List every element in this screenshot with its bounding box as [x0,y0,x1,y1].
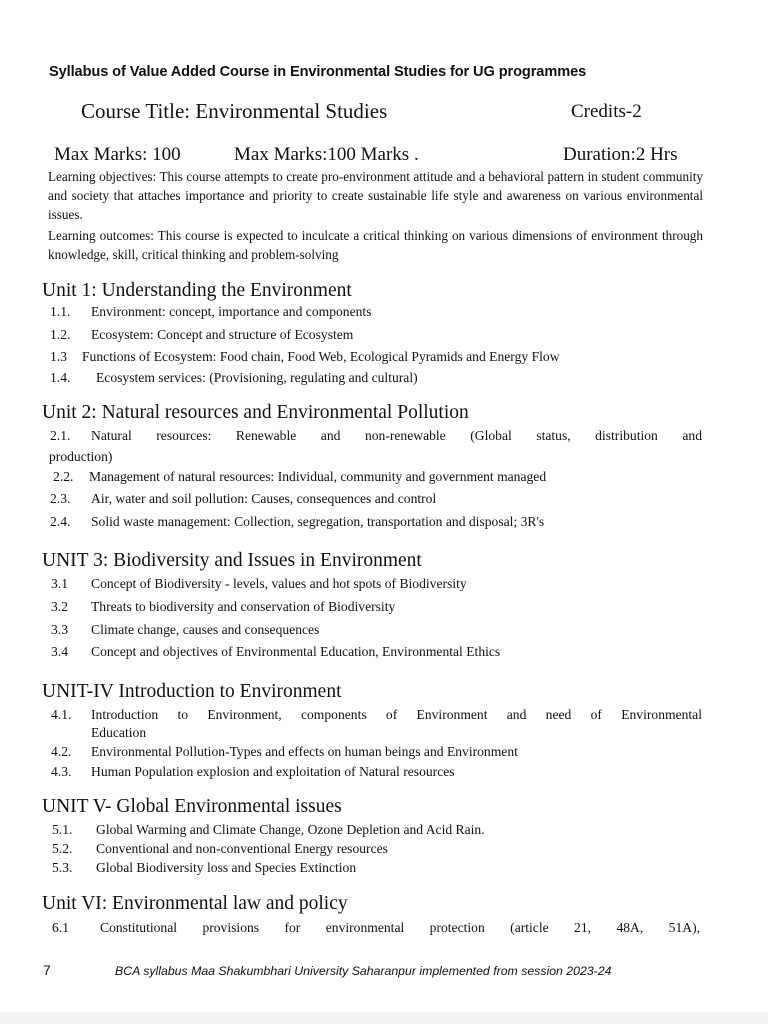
learning-outcomes: Learning outcomes: This course is expected to inculcate a critical thinking on various dimensions of environment through knowledge, skill, critical thinking and problem-solving [48,228,703,262]
item-text: Constitutional provisions for environmental protection (article 21, 48A, 51A), [100,920,700,935]
item-number: 4.1. [51,707,72,722]
item-text: Ecosystem services: (Provisioning, regulating and cultural) [96,370,418,385]
item-number: 6.1 [52,920,69,935]
item-number: 1.1. [50,304,71,319]
item-number: 2.1. [50,428,71,443]
unit-1-title: Unit 1: Understanding the Environment [42,280,352,301]
item-number: 2.2. [53,469,74,484]
course-title: Course Title: Environmental Studies [81,99,388,123]
item-text: Air, water and soil pollution: Causes, consequences and control [91,491,437,506]
item-text: Natural resources: Renewable and non-renewable (Global status, distribution and [91,428,702,443]
item-text: Climate change, causes and consequences [91,622,320,637]
item-text: Human Population explosion and exploitation of Natural resources [91,764,455,779]
unit-4-title: UNIT-IV Introduction to Environment [42,681,342,702]
item-number: 4.3. [51,764,72,779]
item-number: 3.3 [51,622,68,637]
unit-5-title: UNIT V- Global Environmental issues [42,796,342,817]
item-number: 3.4 [51,644,68,659]
item-continuation: Education [91,725,147,740]
item-number: 1.3 [50,349,67,364]
page-number: 7 [43,962,51,978]
item-number: 5.1. [52,822,73,837]
item-text: Solid waste management: Collection, segregation, transportation and disposal; 3R's [91,514,545,529]
item-text: Ecosystem: Concept and structure of Ecosystem [91,327,354,342]
item-text: Management of natural resources: Individual, community and government managed [89,469,547,484]
item-number: 5.3. [52,860,73,875]
unit-6-title: Unit VI: Environmental law and policy [42,893,348,914]
item-text: Concept of Biodiversity - levels, values and hot spots of Biodiversity [91,576,467,591]
item-number: 4.2. [51,744,72,759]
footer-text: BCA syllabus Maa Shakumbhari University Saharanpur implemented from session 2023-24 [115,964,612,978]
item-text: Threats to biodiversity and conservation of Biodiversity [91,599,396,614]
item-continuation: production) [49,449,113,464]
item-text: Concept and objectives of Environmental Education, Environmental Ethics [91,644,501,659]
max-marks-2: Max Marks:100 Marks . [234,144,419,165]
item-text: Environmental Pollution-Types and effects on human beings and Environment [91,744,518,759]
item-number: 5.2. [52,841,73,856]
max-marks-1: Max Marks: 100 [54,144,181,165]
unit-3-title: UNIT 3: Biodiversity and Issues in Environment [42,550,422,571]
item-number: 3.2 [51,599,68,614]
item-number: 3.1 [51,576,68,591]
item-text: Environment: concept, importance and components [91,304,372,319]
item-number: 1.4. [50,370,71,385]
item-text: Global Biodiversity loss and Species Extinction [96,860,357,875]
course-credits: Credits-2 [571,101,642,122]
item-number: 2.3. [50,491,71,506]
item-text: Functions of Ecosystem: Food chain, Food Web, Ecological Pyramids and Energy Flow [82,349,560,364]
item-text: Conventional and non-conventional Energy resources [96,841,388,856]
unit-2-title: Unit 2: Natural resources and Environmental Pollution [42,402,469,423]
learning-objectives: Learning objectives: This course attempts to create pro-environment attitude and a behavioral pattern in student community and society that attaches importance and priority to create sustainable life style and awareness on various environmental issues. [48,169,703,222]
item-number: 1.2. [50,327,71,342]
duration: Duration:2 Hrs [563,144,678,165]
document-header: Syllabus of Value Added Course in Environmental Studies for UG programmes [49,64,587,80]
item-text: Introduction to Environment, components of Environment and need of Environmental [91,707,702,722]
item-text: Global Warming and Climate Change, Ozone Depletion and Acid Rain. [96,822,485,837]
item-number: 2.4. [50,514,71,529]
